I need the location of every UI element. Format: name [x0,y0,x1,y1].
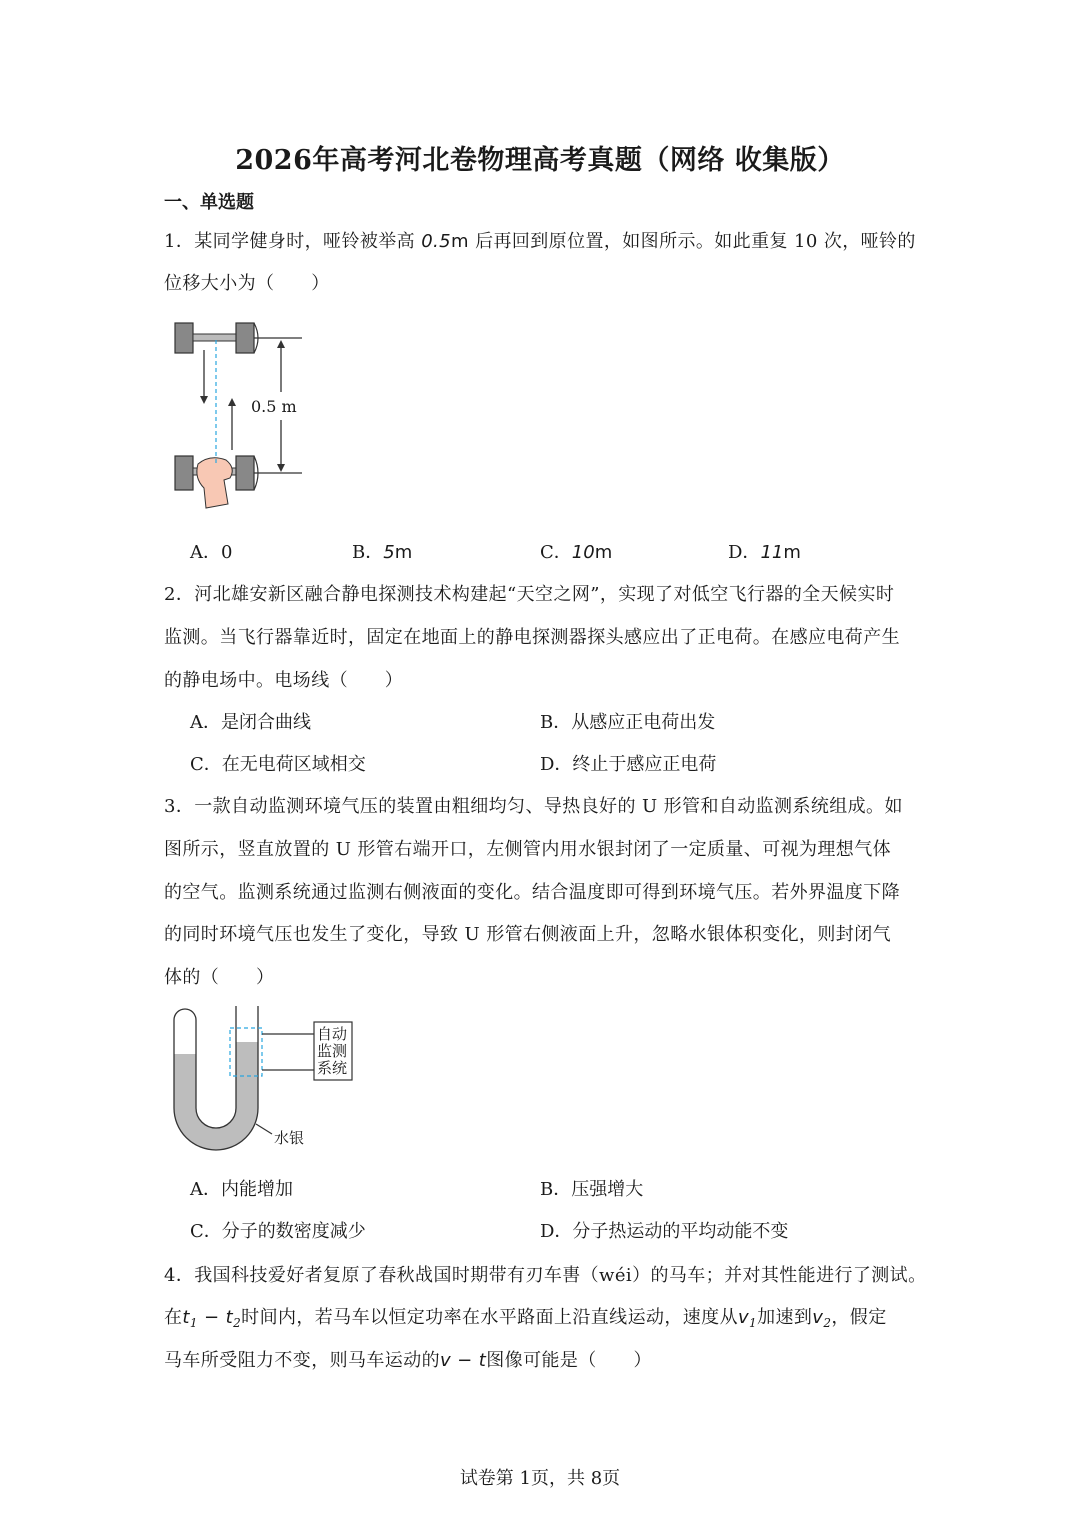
q4-stem-line3: 马车所受阻力不变，则马车运动的v − t图像可能是（ ） [164,1350,652,1371]
q3-stem-line1: 3．一款自动监测环境气压的装置由粗细均匀、导热良好的 U 形管和自动监测系统组成。如 [164,796,903,817]
q3-stem-line4: 的同时环境气压也发生了变化，导致 U 形管右侧液面上升，忽略水银体积变化，则封闭气 [164,924,892,945]
q3-stem-line2: 图所示，竖直放置的 U 形管右端开口，左侧管内用水银封闭了一定质量、可视为理想气体 [164,839,892,860]
q1-option-a[interactable]: A．0 [190,542,233,563]
q3-option-c[interactable]: C．分子的数密度减少 [190,1221,366,1242]
q2-stem-line1: 2．河北雄安新区融合静电探测技术构建起“天空之网”，实现了对低空飞行器的全天候实时 [164,584,895,605]
q1-option-c[interactable]: C．10m [540,542,613,563]
q3-stem-line3: 的空气。监测系统通过监测右侧液面的变化。结合温度即可得到环境气压。若外界温度下降 [164,882,900,903]
q2-option-b[interactable]: B．从感应正电荷出发 [540,712,716,733]
q1-stem-line2: 位移大小为（ ） [164,273,330,294]
q1-option-b[interactable]: B．5m [352,542,413,563]
q3-stem-line5: 体的（ ） [164,967,275,988]
q2-option-c[interactable]: C．在无电荷区域相交 [190,754,366,775]
q1-height-label: 0.5 m [251,397,297,416]
q1-dumbbell-figure [170,318,310,518]
section-heading: 一、单选题 [164,192,254,213]
q2-stem-line3: 的静电场中。电场线（ ） [164,670,404,691]
q3-u-tube-figure [168,1000,368,1160]
q3-option-d[interactable]: D．分子热运动的平均动能不变 [540,1221,789,1242]
q2-option-d[interactable]: D．终止于感应正电荷 [540,754,717,775]
q1-stem-line1: 1．某同学健身时，哑铃被举高 0.5m 后再回到原位置，如图所示。如此重复 10 次，哑铃的 [164,231,916,252]
svg-text:监测: 监测 [317,1042,348,1060]
svg-text:自动: 自动 [317,1025,348,1043]
q1-option-d[interactable]: D．11m [728,542,801,563]
q3-option-b[interactable]: B．压强增大 [540,1179,644,1200]
q3-mercury-label: 水银 [274,1129,305,1147]
page-footer: 试卷第 1页，共 8页 [459,1468,621,1489]
q4-stem-line1: 4．我国科技爱好者复原了春秋战国时期带有刃车軎（wéi）的马车；并对其性能进行了测试。 [164,1265,927,1286]
svg-text:系统: 系统 [317,1059,348,1077]
q2-option-a[interactable]: A．是闭合曲线 [190,712,311,733]
q3-option-a[interactable]: A．内能增加 [190,1179,293,1200]
page-title: 2026年高考河北卷物理高考真题（网络 收集版） [235,145,845,176]
q1-height-value: 0.5 [421,231,452,252]
q2-stem-line2: 监测。当飞行器靠近时，固定在地面上的静电探测器探头感应出了正电荷。在感应电荷产生 [164,627,900,648]
q4-stem-line2: 在$t_1 - t_2$时间内，若马车以恒定功率在水平路面上沿直线运动，速度从$v_1$加速到$v_2$，假定 [164,1307,887,1330]
